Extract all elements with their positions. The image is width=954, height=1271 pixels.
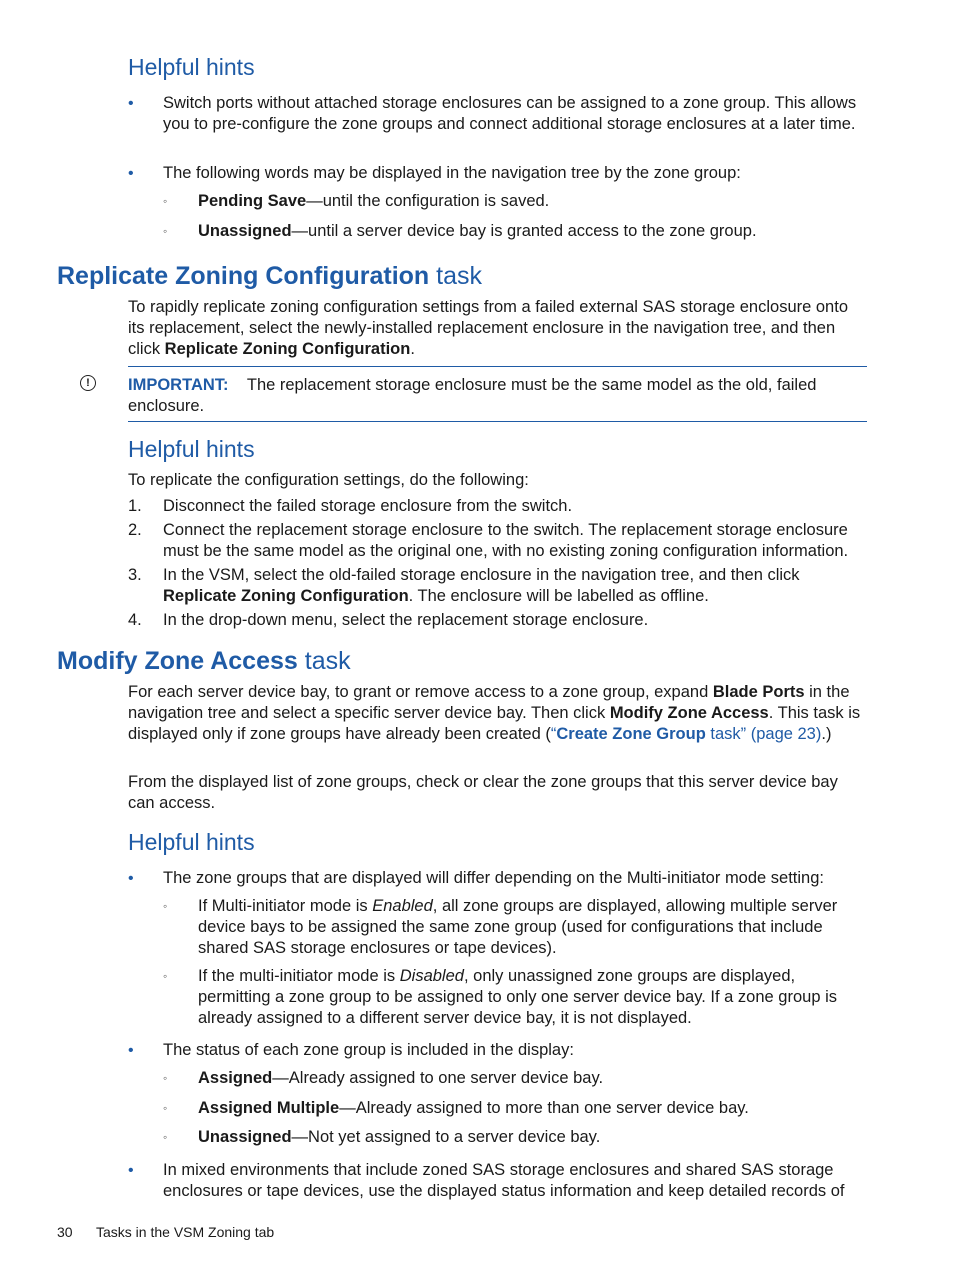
steps-intro: To replicate the configuration settings, do the following:	[128, 471, 529, 489]
sub-bullet-text: If the multi-initiator mode is Disabled, only unassigned zone groups are displayed, permitting a zone group to be assigned to only one server device bay. If a zone group is already assigned to a different server device bay, it is not displayed.	[198, 967, 837, 1027]
helpful-hints-heading: Helpful hints	[128, 436, 255, 462]
sub-bullet: ◦	[163, 224, 168, 238]
step-text: In the drop-down menu, select the replacement storage enclosure.	[163, 611, 649, 629]
step-number: 4.	[128, 611, 142, 629]
sub-bullet: ◦	[163, 194, 168, 208]
step-number: 2.	[128, 521, 142, 539]
helpful-hints-heading: Helpful hints	[128, 54, 255, 80]
sub-bullet-text: Unassigned—Not yet assigned to a server device bay.	[198, 1128, 601, 1146]
modify-paragraph: For each server device bay, to grant or remove access to a zone group, expand Blade Ports in the navigation tree and select a specific server device bay. Then click Modify Zone Access. This task is displayed only if zone groups have already been created (“Create Zone Group task” (page 23).)	[128, 683, 861, 743]
step-text: In the VSM, select the old-failed storage enclosure in the navigation tree, and then click Replicate Zoning Configuration. The enclosure will be labelled as offline.	[163, 566, 800, 605]
step-number: 1.	[128, 497, 142, 515]
step-number: 3.	[128, 566, 142, 584]
sub-bullet-text: If Multi-initiator mode is Enabled, all zone groups are displayed, allowing multiple server device bays to be assigned the same zone group (used for configurations that include shared SAS storage enclosures or tape devices).	[198, 897, 838, 957]
section-title-replicate: Replicate Zoning Configuration task	[57, 262, 483, 290]
sub-bullet: ◦	[163, 1130, 168, 1144]
sub-bullet: ◦	[163, 1071, 168, 1085]
hint-bullet-text: Switch ports without attached storage enclosures can be assigned to a zone group. This allows you to pre-configure the zone groups and connect additional storage enclosures at a later time.	[163, 94, 857, 133]
footer-chapter: Tasks in the VSM Zoning tab	[96, 1224, 275, 1240]
hint-bullet-text: The status of each zone group is included in the display:	[163, 1041, 574, 1059]
step-text: Connect the replacement storage enclosure to the switch. The replacement storage enclosure must be the same model as the original one, with no existing zoning configuration information.	[163, 521, 849, 560]
helpful-hints-heading: Helpful hints	[128, 829, 255, 855]
sub-bullet: ◦	[163, 899, 168, 913]
sub-bullet-text: Assigned—Already assigned to one server device bay.	[198, 1069, 604, 1087]
hint-bullet-text: The following words may be displayed in the navigation tree by the zone group:	[163, 164, 741, 182]
section-title-modify: Modify Zone Access task	[57, 647, 351, 675]
important-top-rule	[128, 366, 867, 367]
sub-bullet: ◦	[163, 1101, 168, 1115]
bullet: •	[128, 1162, 134, 1179]
page-number: 30	[57, 1224, 73, 1240]
modify-paragraph-2: From the displayed list of zone groups, check or clear the zone groups that this server device bay can access.	[128, 773, 838, 812]
replicate-paragraph: To rapidly replicate zoning configuration settings from a failed external SAS storage enclosure onto its replacement, select the newly-installed replacement enclosure in the navigation tree, and then click Replicate Zoning Configuration.	[128, 298, 848, 358]
step-text: Disconnect the failed storage enclosure from the switch.	[163, 497, 573, 515]
important-note: IMPORTANT: The replacement storage enclosure must be the same model as the old, failed enclosure.	[128, 376, 817, 415]
sub-bullet-text: Pending Save—until the configuration is saved.	[198, 192, 550, 210]
bullet: •	[128, 95, 134, 112]
create-zone-group-link[interactable]: “Create Zone Group task” (page 23)	[550, 725, 822, 743]
hint-bullet-text: In mixed environments that include zoned SAS storage enclosures and shared SAS storage enclosures or tape devices, use the displayed status information and keep detailed records of	[163, 1161, 845, 1200]
sub-bullet-text: Unassigned—until a server device bay is granted access to the zone group.	[198, 222, 757, 240]
sub-bullet-text: Assigned Multiple—Already assigned to more than one server device bay.	[198, 1099, 749, 1117]
sub-bullet: ◦	[163, 969, 168, 983]
bullet: •	[128, 1042, 134, 1059]
important-icon: !	[80, 375, 96, 391]
bullet: •	[128, 870, 134, 887]
hint-bullet-text: The zone groups that are displayed will differ depending on the Multi-initiator mode setting:	[163, 869, 824, 887]
bullet: •	[128, 165, 134, 182]
important-bottom-rule	[128, 421, 867, 422]
